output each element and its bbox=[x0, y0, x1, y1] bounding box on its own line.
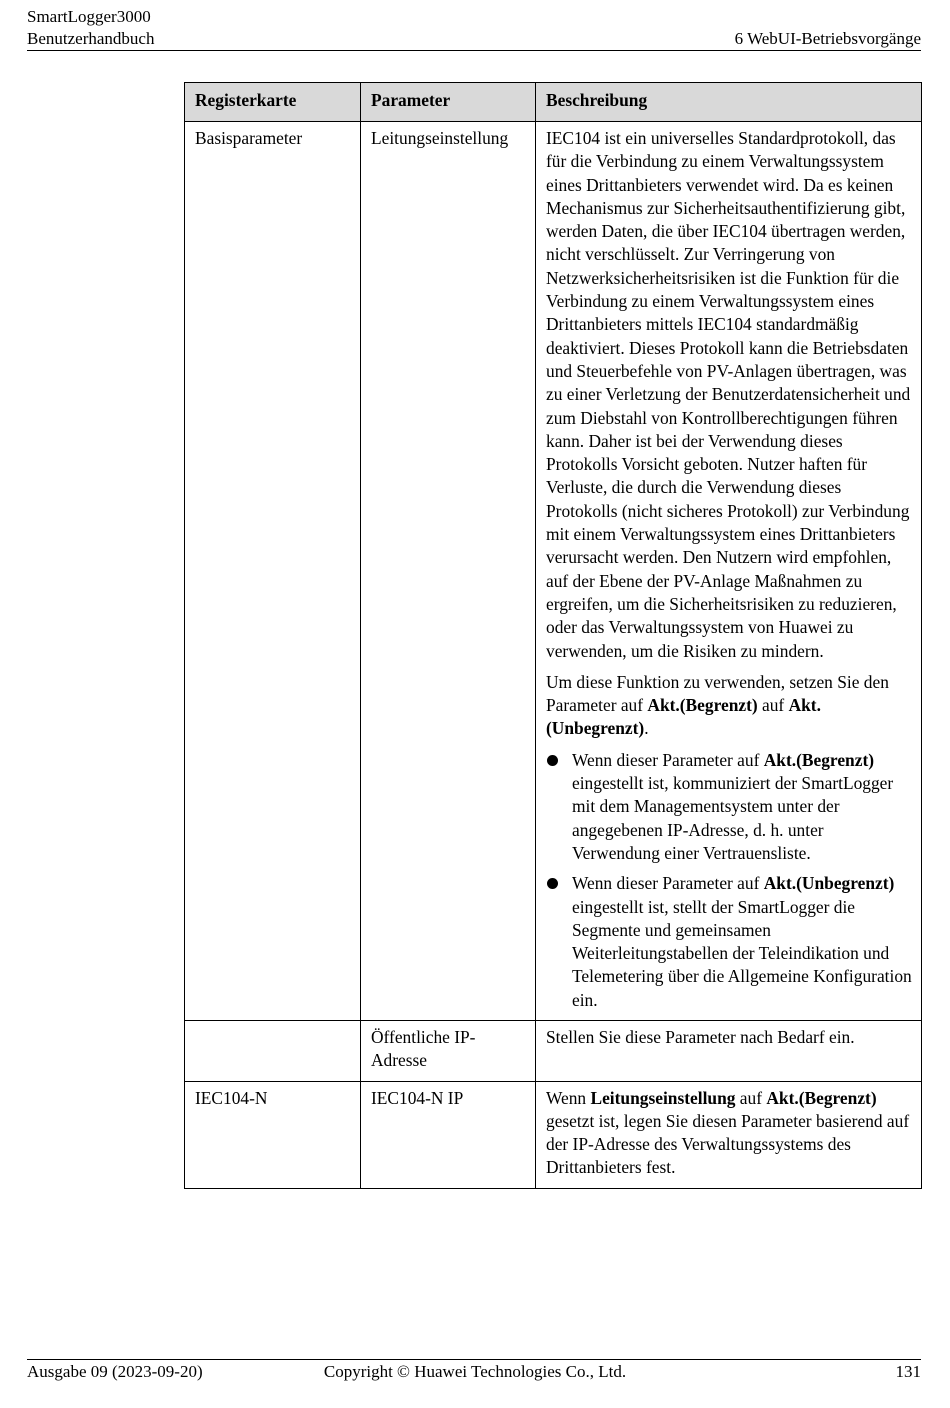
edition-info: Ausgabe 09 (2023-09-20) bbox=[27, 1362, 203, 1381]
text-run: . bbox=[644, 718, 649, 739]
text-run: auf bbox=[757, 695, 789, 716]
header-divider bbox=[27, 50, 921, 51]
text-run: eingestellt ist, stellt der SmartLogger die Segmente und gemeinsamen Weiterleitungstabellen der Teleindikation und Telemetering über die Allgemeine Konfiguration ein. bbox=[572, 896, 912, 1010]
parameter-table bbox=[184, 82, 922, 1189]
cell-parameter: Leitungseinstellung bbox=[361, 122, 536, 1021]
table-row bbox=[185, 1081, 922, 1188]
description-paragraph bbox=[546, 671, 912, 741]
text-run: auf bbox=[735, 1087, 767, 1108]
text-run: Wenn dieser Parameter auf bbox=[572, 749, 764, 770]
table-row bbox=[185, 1020, 922, 1081]
bold-text: Akt.(Unbegrenzt) bbox=[546, 695, 821, 739]
cell-tab-empty bbox=[185, 1020, 361, 1081]
text-run: gesetzt ist, legen Sie diesen Parameter basierend auf der IP-Adresse des Verwaltungssystems des Drittanbieters fest. bbox=[546, 1110, 910, 1178]
bullet-icon bbox=[547, 755, 558, 766]
cell-description: Stellen Sie diese Parameter nach Bedarf ein. bbox=[536, 1020, 922, 1081]
text-run: Wenn bbox=[546, 1087, 591, 1108]
product-name: SmartLogger3000 bbox=[27, 7, 151, 26]
cell-tab: IEC104-N bbox=[185, 1081, 361, 1188]
table-row bbox=[185, 122, 922, 1021]
list-item bbox=[546, 872, 912, 1012]
chapter-title: 6 WebUI-Betriebsvorgänge bbox=[734, 29, 921, 48]
column-header-tab: Registerkarte bbox=[185, 83, 361, 122]
cell-tab: Basisparameter bbox=[185, 122, 361, 1021]
column-header-parameter: Parameter bbox=[361, 83, 536, 122]
cell-description bbox=[536, 122, 922, 1021]
page-number: 131 bbox=[895, 1362, 921, 1381]
footer-divider bbox=[27, 1359, 921, 1360]
description-paragraph: IEC104 ist ein universelles Standardprotokoll, das für die Verbindung zu einem Verwaltungssystem eines Drittanbieters verwendet wird. Da es keinen Mechanismus zur Sicherheitsauthentifizierung gibt, werden Daten, die über IEC104 übertragen werden, nicht verschlüsselt. Zur Verringerung von Netzwerksicherheitsrisiken ist die Funktion für die Verbindung zu einem Verwaltungssystem eines Drittanbieters mittels IEC104 standardmäßig deaktiviert. Dieses Protokoll kann die Betriebsdaten und Steuerbefehle von PV-Anlagen übertragen, was zu einer Verletzung der Benutzerdatensicherheit und zum Diebstahl von Kontrollberechtigungen führen kann. Daher ist bei der Verwendung dieses Protokolls Vorsicht geboten. Nutzer haften für Verluste, die durch die Verwendung dieses Protokolls (nicht sicheres Protokoll) zur Verbindung mit einem Verwaltungssystem eines Drittanbieters verursacht werden. Den Nutzern wird empfohlen, auf der Ebene der PV-Anlage Maßnahmen zu ergreifen, um die Sicherheitsrisiken zu reduzieren, oder das Verwaltungssystem von Huawei zu verwenden, um die Risiken zu mindern. bbox=[546, 128, 911, 661]
bold-text: Akt.(Begrenzt) bbox=[763, 749, 875, 770]
bullet-list bbox=[546, 749, 912, 1012]
bullet-icon bbox=[547, 878, 558, 889]
bold-text: Akt.(Begrenzt) bbox=[647, 695, 758, 716]
manual-title: Benutzerhandbuch bbox=[27, 29, 155, 48]
text-run: eingestellt ist, kommuniziert der SmartLogger mit dem Managementsystem unter der angegebenen IP-Adresse, d. h. unter Verwendung einer Vertrauensliste. bbox=[572, 773, 894, 863]
table-header-row bbox=[185, 83, 922, 122]
bold-text: Leitungseinstellung bbox=[590, 1087, 736, 1108]
page-header-left bbox=[27, 6, 154, 50]
cell-description bbox=[536, 1081, 922, 1188]
text-run: Wenn dieser Parameter auf bbox=[572, 873, 764, 894]
cell-parameter: IEC104-N IP bbox=[361, 1081, 536, 1188]
text-run: Um diese Funktion zu verwenden, setzen Sie den Parameter auf bbox=[546, 671, 889, 716]
bold-text: Akt.(Unbegrenzt) bbox=[763, 873, 895, 894]
list-item bbox=[546, 749, 912, 865]
column-header-description: Beschreibung bbox=[536, 83, 922, 122]
bold-text: Akt.(Begrenzt) bbox=[766, 1087, 877, 1108]
cell-parameter: Öffentliche IP-Adresse bbox=[361, 1020, 536, 1081]
copyright-notice: Copyright © Huawei Technologies Co., Ltd. bbox=[323, 1362, 627, 1381]
